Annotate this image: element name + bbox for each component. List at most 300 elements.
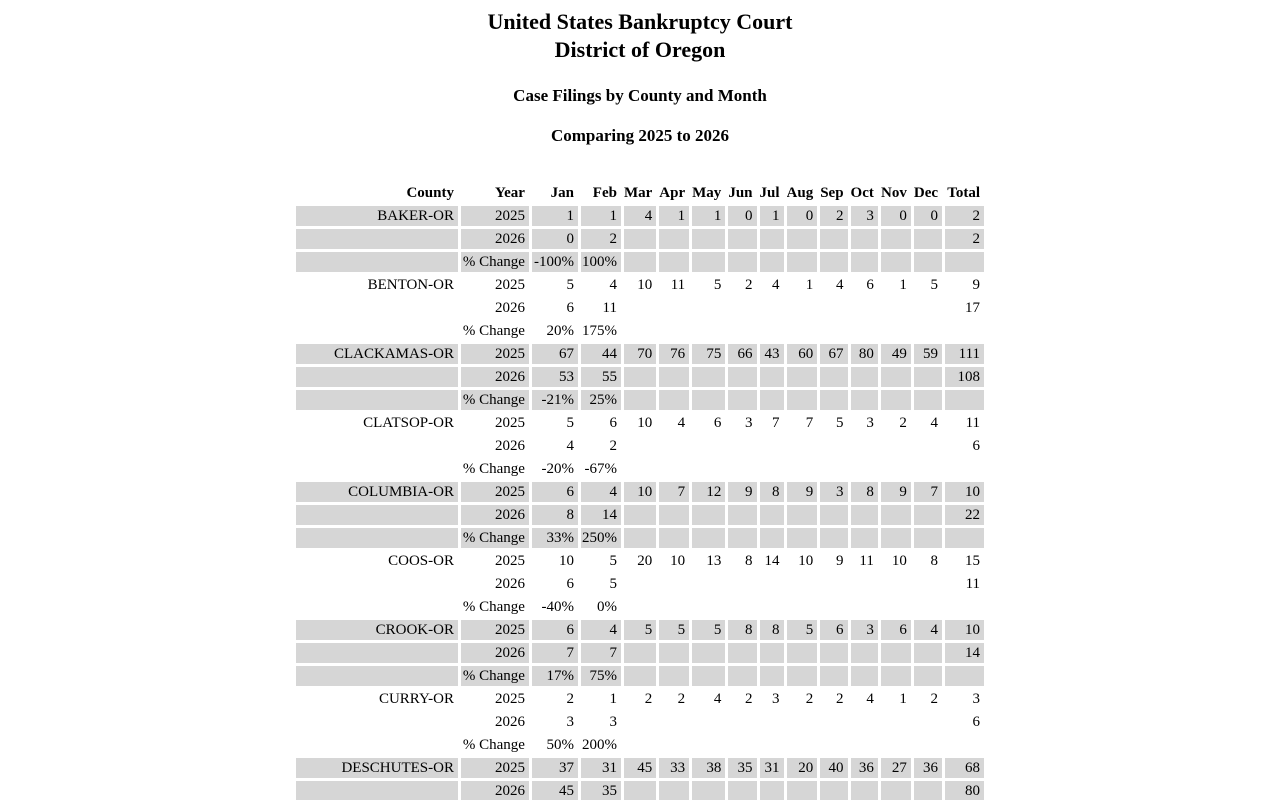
- month-value-cell: 80: [851, 344, 878, 364]
- month-value-cell: [624, 459, 656, 479]
- month-value-cell: 67: [820, 344, 847, 364]
- column-header-apr: Apr: [659, 185, 686, 201]
- month-value-cell: [914, 229, 942, 249]
- month-value-cell: [659, 436, 689, 456]
- column-header-jun: Jun: [728, 185, 753, 201]
- month-value-cell: 31: [581, 758, 621, 778]
- month-value-cell: [787, 505, 818, 525]
- month-value-cell: [881, 574, 911, 594]
- month-value-cell: 0: [532, 229, 578, 249]
- month-value-cell: 5: [787, 620, 818, 640]
- month-value-cell: [851, 390, 878, 410]
- month-value-cell: [659, 229, 689, 249]
- total-cell: 68: [945, 758, 984, 778]
- county-cell: CROOK-OR: [296, 620, 458, 640]
- month-value-cell: 6: [609, 415, 617, 431]
- county-year2-row: [296, 643, 984, 663]
- month-value-cell: 4: [566, 438, 574, 454]
- month-value-cell: [914, 298, 942, 318]
- month-value-cell: 8: [532, 505, 578, 525]
- column-header-county: County: [406, 185, 454, 201]
- month-value-cell: 2: [677, 691, 686, 707]
- column-header-oct: Oct: [850, 185, 874, 201]
- month-value-cell: [624, 390, 656, 410]
- month-value-cell: 1: [805, 277, 814, 293]
- month-value-cell: [820, 735, 847, 755]
- month-value-cell: [881, 298, 911, 318]
- month-value-cell: [914, 321, 942, 341]
- month-value-cell: 10: [670, 553, 686, 569]
- month-value-cell: [728, 298, 756, 318]
- month-value-cell: [624, 321, 656, 341]
- year-label-cell: 2026: [494, 300, 525, 316]
- total-cell: 22: [945, 505, 984, 525]
- month-value-cell: [760, 528, 784, 548]
- county-cell: [296, 390, 458, 410]
- month-value-cell: [692, 781, 725, 800]
- month-value-cell: 2: [805, 691, 814, 707]
- report-title-line1: United States Bankruptcy Court: [487, 9, 793, 34]
- column-header-year: Year: [494, 185, 525, 201]
- month-value-cell: 2: [820, 206, 847, 226]
- month-value-cell: 2: [609, 438, 617, 454]
- county-pct-change-row: [296, 666, 984, 686]
- total-cell: 3: [972, 691, 981, 707]
- month-value-cell: -67%: [584, 461, 617, 477]
- month-value-cell: [851, 597, 878, 617]
- month-value-cell: [820, 712, 847, 732]
- month-value-cell: 1: [659, 206, 689, 226]
- month-value-cell: 3: [820, 482, 847, 502]
- month-value-cell: 1: [899, 277, 907, 293]
- month-value-cell: 7: [772, 415, 780, 431]
- column-header-feb: Feb: [592, 185, 617, 201]
- year-label-cell: 2026: [494, 438, 525, 454]
- column-header-jan: Jan: [550, 185, 574, 201]
- month-value-cell: 6: [820, 620, 847, 640]
- year-label-cell: 2025: [461, 482, 529, 502]
- county-cell: [296, 712, 458, 732]
- month-value-cell: [692, 367, 725, 387]
- filings-table-body: [296, 206, 984, 800]
- month-value-cell: [624, 712, 656, 732]
- month-value-cell: [692, 229, 725, 249]
- county-cell: [296, 252, 458, 272]
- month-value-cell: [851, 528, 878, 548]
- month-value-cell: [820, 229, 847, 249]
- month-value-cell: [914, 390, 942, 410]
- county-pct-change-row: [296, 597, 984, 617]
- month-value-cell: 49: [881, 344, 911, 364]
- month-value-cell: [692, 597, 725, 617]
- month-value-cell: 10: [798, 553, 814, 569]
- column-header-dec: Dec: [913, 185, 939, 201]
- year-label-cell: 2025: [494, 553, 525, 569]
- month-value-cell: 3: [772, 691, 780, 707]
- year-label-cell: 2026: [461, 367, 529, 387]
- month-value-cell: 3: [745, 415, 753, 431]
- month-value-cell: [851, 321, 878, 341]
- total-cell: 2: [945, 206, 984, 226]
- month-value-cell: [851, 252, 878, 272]
- total-cell: [945, 252, 984, 272]
- month-value-cell: [728, 505, 756, 525]
- month-value-cell: [692, 643, 725, 663]
- year-label-cell: % Change: [462, 737, 525, 753]
- month-value-cell: 7: [805, 415, 814, 431]
- year-label-cell: 2026: [461, 643, 529, 663]
- month-value-cell: [659, 666, 689, 686]
- month-value-cell: [851, 574, 878, 594]
- total-cell: [945, 528, 984, 548]
- month-value-cell: [624, 528, 656, 548]
- month-value-cell: 27: [881, 758, 911, 778]
- county-cell: [296, 321, 458, 341]
- total-cell: [945, 666, 984, 686]
- month-value-cell: [820, 528, 847, 548]
- month-value-cell: 0%: [596, 599, 617, 615]
- month-value-cell: [914, 666, 942, 686]
- month-value-cell: 5: [566, 277, 574, 293]
- column-header-mar: Mar: [623, 185, 653, 201]
- month-value-cell: [851, 229, 878, 249]
- month-value-cell: [851, 712, 878, 732]
- month-value-cell: [659, 781, 689, 800]
- total-cell: 15: [965, 553, 981, 569]
- month-value-cell: [914, 459, 942, 479]
- month-value-cell: 36: [851, 758, 878, 778]
- month-value-cell: 3: [851, 206, 878, 226]
- month-value-cell: [787, 252, 818, 272]
- month-value-cell: [692, 528, 725, 548]
- month-value-cell: [659, 528, 689, 548]
- month-value-cell: 35: [581, 781, 621, 800]
- month-value-cell: 4: [866, 691, 874, 707]
- month-value-cell: [881, 436, 911, 456]
- county-cell: [296, 735, 458, 755]
- month-value-cell: 5: [713, 277, 722, 293]
- month-value-cell: 76: [659, 344, 689, 364]
- month-value-cell: 45: [624, 758, 656, 778]
- month-value-cell: 20: [787, 758, 818, 778]
- month-value-cell: [728, 574, 756, 594]
- month-value-cell: [787, 321, 818, 341]
- total-cell: 2: [945, 229, 984, 249]
- county-year2-row: [296, 781, 984, 800]
- month-value-cell: 1: [581, 206, 621, 226]
- month-value-cell: [914, 528, 942, 548]
- month-value-cell: -40%: [541, 599, 574, 615]
- month-value-cell: [787, 528, 818, 548]
- month-value-cell: [914, 436, 942, 456]
- month-value-cell: 35: [728, 758, 756, 778]
- month-value-cell: [851, 781, 878, 800]
- month-value-cell: [659, 252, 689, 272]
- total-cell: 108: [945, 367, 984, 387]
- month-value-cell: 3: [851, 620, 878, 640]
- month-value-cell: 11: [602, 300, 617, 316]
- month-value-cell: 4: [836, 277, 844, 293]
- month-value-cell: [760, 574, 784, 594]
- month-value-cell: [787, 367, 818, 387]
- total-cell: 11: [965, 576, 981, 592]
- month-value-cell: 5: [609, 553, 617, 569]
- month-value-cell: 1: [609, 691, 617, 707]
- month-value-cell: 3: [609, 714, 617, 730]
- month-value-cell: 14: [764, 553, 780, 569]
- table-header-row: [296, 183, 984, 203]
- county-cell: [296, 505, 458, 525]
- month-value-cell: [728, 781, 756, 800]
- report-title: [0, 8, 1280, 64]
- month-value-cell: 4: [581, 482, 621, 502]
- month-value-cell: 4: [914, 620, 942, 640]
- month-value-cell: [692, 712, 725, 732]
- month-value-cell: [820, 436, 847, 456]
- month-value-cell: [881, 252, 911, 272]
- total-cell: 17: [965, 300, 981, 316]
- county-year2-row: [296, 298, 984, 318]
- month-value-cell: 5: [624, 620, 656, 640]
- month-value-cell: 7: [532, 643, 578, 663]
- month-value-cell: 20%: [546, 323, 574, 339]
- month-value-cell: 5: [609, 576, 617, 592]
- month-value-cell: 9: [728, 482, 756, 502]
- county-year1-row: [296, 482, 984, 502]
- month-value-cell: [760, 505, 784, 525]
- total-cell: [945, 735, 984, 755]
- year-label-cell: % Change: [462, 599, 525, 615]
- total-cell: [945, 459, 984, 479]
- year-label-cell: % Change: [461, 252, 529, 272]
- month-value-cell: 2: [899, 415, 907, 431]
- month-value-cell: 4: [713, 691, 722, 707]
- month-value-cell: -21%: [532, 390, 578, 410]
- month-value-cell: [728, 528, 756, 548]
- month-value-cell: [728, 367, 756, 387]
- month-value-cell: [914, 505, 942, 525]
- month-value-cell: [851, 459, 878, 479]
- year-label-cell: 2026: [461, 505, 529, 525]
- month-value-cell: [881, 505, 911, 525]
- column-header-sep: Sep: [820, 185, 844, 201]
- month-value-cell: [692, 735, 725, 755]
- month-value-cell: 9: [881, 482, 911, 502]
- month-value-cell: [760, 390, 784, 410]
- month-value-cell: 7: [659, 482, 689, 502]
- month-value-cell: [787, 390, 818, 410]
- month-value-cell: [760, 666, 784, 686]
- month-value-cell: 200%: [581, 737, 617, 753]
- month-value-cell: 38: [692, 758, 725, 778]
- month-value-cell: [820, 252, 847, 272]
- month-value-cell: 5: [659, 620, 689, 640]
- month-value-cell: [914, 367, 942, 387]
- month-value-cell: 2: [644, 691, 653, 707]
- year-label-cell: 2025: [461, 620, 529, 640]
- month-value-cell: [914, 252, 942, 272]
- month-value-cell: 31: [760, 758, 784, 778]
- month-value-cell: [728, 459, 756, 479]
- month-value-cell: [692, 390, 725, 410]
- month-value-cell: [787, 712, 818, 732]
- month-value-cell: [692, 666, 725, 686]
- month-value-cell: [692, 459, 725, 479]
- month-value-cell: [692, 298, 725, 318]
- year-label-cell: % Change: [462, 461, 525, 477]
- month-value-cell: [820, 298, 847, 318]
- month-value-cell: 10: [637, 277, 653, 293]
- month-value-cell: [624, 597, 656, 617]
- month-value-cell: [728, 597, 756, 617]
- month-value-cell: [820, 574, 847, 594]
- month-value-cell: 59: [914, 344, 942, 364]
- month-value-cell: [728, 712, 756, 732]
- month-value-cell: [914, 643, 942, 663]
- county-pct-change-row: [296, 735, 984, 755]
- month-value-cell: 7: [581, 643, 621, 663]
- month-value-cell: 2: [745, 277, 753, 293]
- total-cell: 11: [965, 415, 981, 431]
- month-value-cell: 10: [624, 482, 656, 502]
- month-value-cell: 44: [581, 344, 621, 364]
- month-value-cell: 8: [930, 553, 939, 569]
- month-value-cell: [692, 505, 725, 525]
- month-value-cell: 60: [787, 344, 818, 364]
- month-value-cell: 250%: [581, 528, 621, 548]
- county-cell: [296, 229, 458, 249]
- month-value-cell: 5: [836, 415, 844, 431]
- month-value-cell: 9: [836, 553, 844, 569]
- month-value-cell: [881, 597, 911, 617]
- month-value-cell: [760, 321, 784, 341]
- county-pct-change-row: [296, 321, 984, 341]
- month-value-cell: 6: [566, 300, 574, 316]
- month-value-cell: [820, 666, 847, 686]
- county-cell: [296, 574, 458, 594]
- county-cell: [296, 597, 458, 617]
- county-year2-row: [296, 436, 984, 456]
- month-value-cell: 100%: [581, 252, 621, 272]
- month-value-cell: [760, 252, 784, 272]
- county-cell: [296, 367, 458, 387]
- month-value-cell: [787, 597, 818, 617]
- month-value-cell: [851, 735, 878, 755]
- month-value-cell: [624, 367, 656, 387]
- county-cell: DESCHUTES-OR: [296, 758, 458, 778]
- county-pct-change-row: [296, 252, 984, 272]
- month-value-cell: 175%: [581, 323, 617, 339]
- month-value-cell: 10: [637, 415, 653, 431]
- month-value-cell: [692, 252, 725, 272]
- month-value-cell: 5: [930, 277, 939, 293]
- month-value-cell: 9: [787, 482, 818, 502]
- month-value-cell: 36: [914, 758, 942, 778]
- county-cell: COOS-OR: [388, 553, 454, 569]
- month-value-cell: [851, 666, 878, 686]
- year-label-cell: 2025: [461, 344, 529, 364]
- month-value-cell: [881, 390, 911, 410]
- month-value-cell: [787, 735, 818, 755]
- month-value-cell: [851, 643, 878, 663]
- month-value-cell: [624, 735, 656, 755]
- month-value-cell: 75%: [581, 666, 621, 686]
- year-label-cell: 2026: [494, 714, 525, 730]
- month-value-cell: 45: [532, 781, 578, 800]
- month-value-cell: [728, 252, 756, 272]
- county-year2-row: [296, 712, 984, 732]
- month-value-cell: [624, 574, 656, 594]
- month-value-cell: [787, 298, 818, 318]
- month-value-cell: [787, 781, 818, 800]
- month-value-cell: [914, 781, 942, 800]
- month-value-cell: [624, 436, 656, 456]
- county-cell: COLUMBIA-OR: [296, 482, 458, 502]
- month-value-cell: 50%: [546, 737, 574, 753]
- month-value-cell: [787, 436, 818, 456]
- month-value-cell: [914, 574, 942, 594]
- month-value-cell: [820, 597, 847, 617]
- month-value-cell: 8: [760, 620, 784, 640]
- month-value-cell: 3: [566, 714, 574, 730]
- month-value-cell: 53: [532, 367, 578, 387]
- month-value-cell: 55: [581, 367, 621, 387]
- county-cell: [296, 459, 458, 479]
- month-value-cell: 14: [581, 505, 621, 525]
- county-cell: [296, 643, 458, 663]
- month-value-cell: 17%: [532, 666, 578, 686]
- county-pct-change-row: [296, 459, 984, 479]
- year-label-cell: 2025: [494, 277, 525, 293]
- month-value-cell: [760, 597, 784, 617]
- county-year1-row: [296, 758, 984, 778]
- month-value-cell: 6: [713, 415, 722, 431]
- month-value-cell: 0: [881, 206, 911, 226]
- month-value-cell: 2: [745, 691, 753, 707]
- county-cell: [296, 781, 458, 800]
- month-value-cell: [760, 436, 784, 456]
- month-value-cell: 6: [866, 277, 874, 293]
- county-cell: [296, 666, 458, 686]
- month-value-cell: 5: [692, 620, 725, 640]
- month-value-cell: 6: [532, 482, 578, 502]
- month-value-cell: 10: [891, 553, 907, 569]
- county-year1-row: [296, 413, 984, 433]
- month-value-cell: 1: [692, 206, 725, 226]
- county-cell: BAKER-OR: [296, 206, 458, 226]
- month-value-cell: [728, 229, 756, 249]
- month-value-cell: [881, 459, 911, 479]
- month-value-cell: 6: [566, 576, 574, 592]
- total-cell: 6: [972, 438, 981, 454]
- report-subtitle: Case Filings by County and Month: [513, 86, 767, 105]
- month-value-cell: 40: [820, 758, 847, 778]
- month-value-cell: [881, 781, 911, 800]
- county-year2-row: [296, 229, 984, 249]
- total-cell: 9: [972, 277, 981, 293]
- total-cell: [945, 390, 984, 410]
- month-value-cell: 4: [581, 620, 621, 640]
- month-value-cell: [881, 666, 911, 686]
- month-value-cell: [760, 781, 784, 800]
- column-header-aug: Aug: [786, 185, 814, 201]
- total-cell: 111: [945, 344, 984, 364]
- report-comparison-line: Comparing 2025 to 2026: [550, 126, 730, 145]
- month-value-cell: [728, 390, 756, 410]
- month-value-cell: [820, 390, 847, 410]
- month-value-cell: [760, 367, 784, 387]
- month-value-cell: [881, 735, 911, 755]
